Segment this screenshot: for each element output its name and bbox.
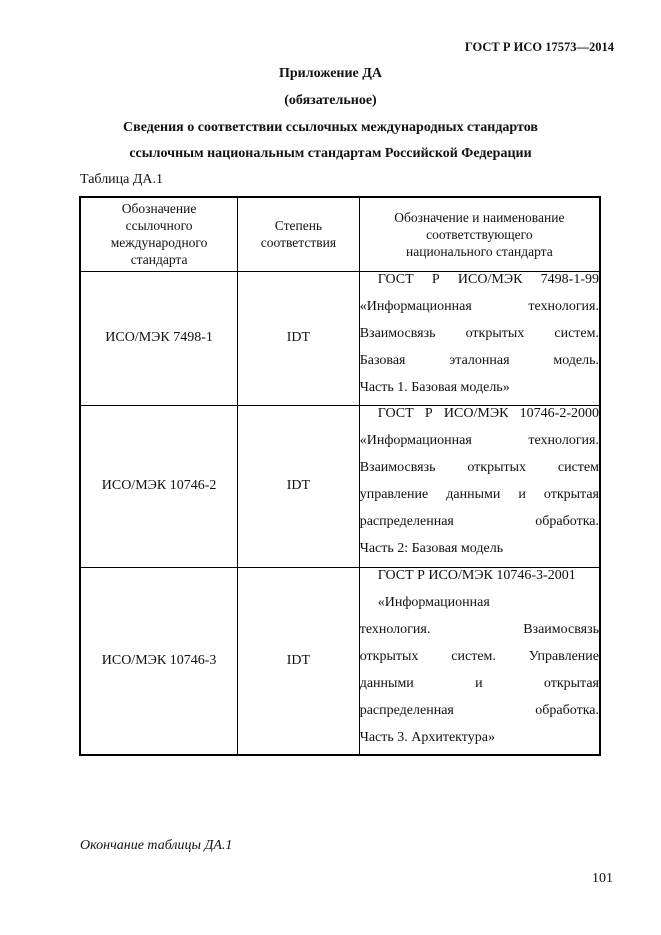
cell-national xyxy=(359,405,600,567)
document-code: ГОСТ Р ИСО 17573—2014 xyxy=(464,40,614,54)
header-degree xyxy=(238,197,360,271)
header-text: Обозначение и наименование xyxy=(394,209,565,225)
annex-heading-line2: ссылочным национальным стандартам Российской Федерации xyxy=(129,146,532,161)
header-international-designation xyxy=(80,197,238,271)
cell-degree: IDT xyxy=(238,567,360,755)
national-line: данными и открытая xyxy=(359,675,599,691)
header-text: соответствия xyxy=(260,235,337,251)
table-row xyxy=(80,567,600,755)
header-text: международного xyxy=(110,235,208,251)
page-number: 101 xyxy=(592,871,613,886)
correspondence-table xyxy=(79,196,601,756)
national-line: распределенная обработка. xyxy=(359,702,599,718)
national-line: ГОСТ Р ИСО/МЭК 10746-2-2000 xyxy=(377,405,599,421)
cell-degree: IDT xyxy=(238,405,360,567)
national-line: технология. Взаимосвязь xyxy=(359,621,599,637)
national-line: Базовая эталонная модель. xyxy=(359,352,599,368)
cell-designation: ИСО/МЭК 7498-1 xyxy=(80,271,238,405)
national-line: ГОСТ Р ИСО/МЭК 7498-1-99 xyxy=(377,271,599,287)
cell-national xyxy=(359,567,600,755)
national-line: ГОСТ Р ИСО/МЭК 10746-3-2001 xyxy=(377,567,576,583)
national-line: «Информационная технология. xyxy=(359,432,599,448)
national-line: Часть 3. Архитектура» xyxy=(359,729,495,745)
national-line: управление данными и открытая xyxy=(359,486,599,502)
header-text: Обозначение xyxy=(121,201,197,217)
table-row xyxy=(80,271,600,405)
national-line: Взаимосвязь открытых систем. xyxy=(359,325,599,341)
national-line: «Информационная технология. xyxy=(359,298,599,314)
national-line: «Информационная xyxy=(377,594,490,610)
table-row xyxy=(80,405,600,567)
national-line: Взаимосвязь открытых систем xyxy=(359,459,599,475)
cell-designation: ИСО/МЭК 10746-3 xyxy=(80,567,238,755)
header-national-standard xyxy=(359,197,600,271)
national-line: Часть 1. Базовая модель» xyxy=(359,379,510,395)
annex-title: Приложение ДА xyxy=(278,66,383,81)
cell-degree: IDT xyxy=(238,271,360,405)
table-header-row xyxy=(80,197,600,271)
annex-status: (обязательное) xyxy=(284,93,377,108)
national-line: распределенная обработка. xyxy=(359,513,599,529)
table-continuation-note: Окончание таблицы ДА.1 xyxy=(80,838,233,853)
header-text: Степень xyxy=(274,218,323,234)
cell-designation: ИСО/МЭК 10746-2 xyxy=(80,405,238,567)
header-text: ссылочного xyxy=(125,218,193,234)
table-caption: Таблица ДА.1 xyxy=(80,172,164,187)
header-text: соответствующего xyxy=(426,226,533,242)
header-text: национального стандарта xyxy=(406,243,553,259)
national-line: открытых систем. Управление xyxy=(359,648,599,664)
annex-heading-line1: Сведения о соответствии ссылочных международных стандартов xyxy=(123,120,538,135)
national-line: Часть 2: Базовая модель xyxy=(359,540,504,556)
header-text: стандарта xyxy=(130,252,188,268)
cell-national xyxy=(359,271,600,405)
